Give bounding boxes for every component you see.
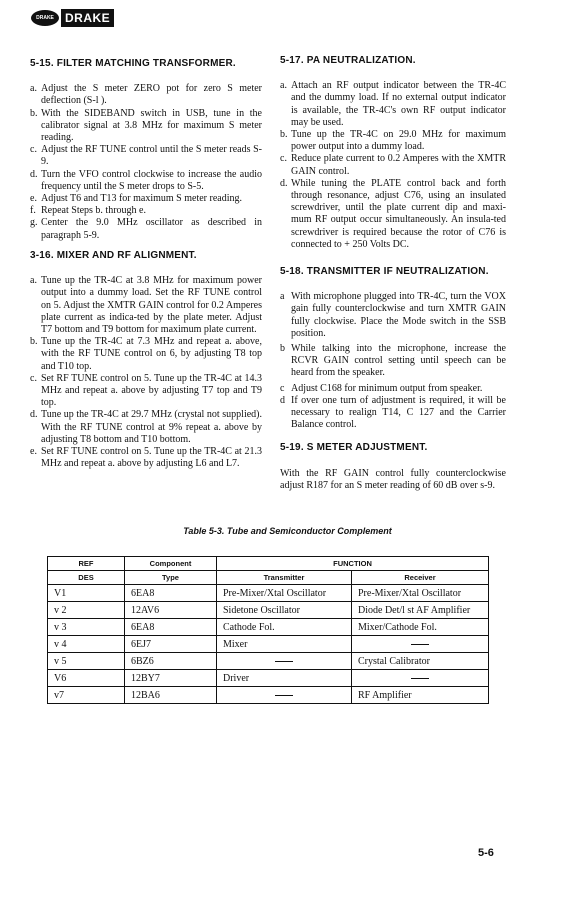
item-text: Center the 9.0 MHz oscillator as described in paragraph 5-9.	[41, 217, 262, 241]
item-label: d.	[30, 168, 38, 180]
header-des: DES	[48, 571, 125, 585]
item-label: a	[280, 291, 285, 303]
table-cell: v7	[48, 687, 125, 704]
table-caption: Table 5-3. Tube and Semiconductor Complement	[183, 526, 392, 536]
list-item	[280, 343, 506, 380]
table-cell: 6EA8	[125, 585, 217, 602]
step-list	[30, 275, 262, 470]
item-label: d	[280, 394, 285, 406]
table-cell: Pre-Mixer/Xtal Oscillator	[352, 585, 489, 602]
section-5-18	[280, 266, 506, 431]
item-text: Repeat Steps b. through e.	[41, 205, 146, 217]
table-cell: Driver	[217, 670, 352, 687]
list-item	[30, 144, 262, 168]
item-label: d.	[280, 177, 288, 189]
paragraph: With the RF GAIN control fully counterclockwise adjust R187 for an S meter reading of 60 dB over s-9.	[280, 468, 506, 492]
item-label: b.	[30, 336, 38, 348]
list-item	[280, 129, 506, 153]
section-title: 5-18. TRANSMITTER IF NEUTRALIZATION.	[280, 266, 489, 277]
table-cell: 6BZ6	[125, 653, 217, 670]
section-3-16	[30, 250, 262, 470]
list-item	[280, 178, 506, 251]
list-item	[30, 193, 262, 205]
table-cell: v 3	[48, 619, 125, 636]
item-label: g.	[30, 217, 38, 229]
item-text: Tune up the TR-4C at 3.8 MHz for maximum power output into a dummy load. Set the RF TUNE control on 5. Adjust the XMTR GAIN control for 0.2 Amperes plate current as indica-ted by the plate meter. Adjust T7 bottom and T9 bottom for maximum plate current.	[41, 275, 262, 336]
list-item	[280, 153, 506, 177]
list-item	[30, 373, 262, 410]
section-title: 3-16. MIXER AND RF ALIGNMENT.	[30, 250, 197, 261]
item-label: d.	[30, 409, 38, 421]
list-item	[280, 383, 506, 395]
item-text: Adjust T6 and T13 for maximum S meter reading.	[41, 193, 242, 205]
table-cell	[217, 687, 352, 704]
list-item	[30, 409, 262, 446]
none-dash	[411, 644, 429, 645]
item-label: e.	[30, 193, 37, 205]
item-label: e.	[30, 446, 37, 458]
item-label: c	[280, 382, 285, 394]
header-component: Component	[125, 557, 217, 571]
item-text: Attach an RF output indicator between the TR-4C and the dummy load. If no external output indicator is available, the TR-4C's own RF output indicator may be used.	[291, 80, 506, 128]
table-cell: Cathode Fol.	[217, 619, 352, 636]
item-text: Set RF TUNE control on 5. Tune up the TR-4C at 21.3 MHz and repeat a. above by adjusting L6 and L7.	[41, 446, 262, 470]
table-row	[48, 670, 489, 687]
item-text: Set RF TUNE control on 5. Tune up the TR-4C at 14.3 MHz and repeat a. above by adjusting T7 top and T9 top.	[41, 372, 262, 409]
list-item	[30, 217, 262, 241]
table-cell: v 2	[48, 602, 125, 619]
item-label: a.	[280, 80, 287, 92]
logo-wordmark: DRAKE	[61, 9, 114, 27]
header-ref: REF	[48, 557, 125, 571]
section-5-15	[30, 58, 262, 242]
item-text: Adjust the S meter ZERO pot for zero S meter deflection (S-l ).	[41, 83, 262, 107]
item-text: With the SIDEBAND switch in USB, tune in the calibrator signal at 3.8 MHz for maximum S meter reading.	[41, 107, 262, 144]
table-cell: 6EJ7	[125, 636, 217, 653]
item-text: With microphone plugged into TR-4C, turn the VOX gain fully counterclockwise and turn XMTR GAIN fully clockwise. Place the Mode switch in the SSB position.	[291, 291, 506, 339]
item-text: While talking into the microphone, increase the RCVR GAIN control setting until speech can be heard from the speaker.	[291, 343, 506, 379]
section-title: 5-19. S METER ADJUSTMENT.	[280, 442, 428, 453]
table-cell: RF Amplifier	[352, 687, 489, 704]
table-cell	[217, 653, 352, 670]
none-dash	[411, 678, 429, 679]
table-row	[48, 619, 489, 636]
header-receiver: Receiver	[352, 571, 489, 585]
item-text: Tune up the TR-4C at 29.7 MHz (crystal not supplied). With the RF TUNE control at 9% repeat a. above by adjusting T8 bottom and T10 bottom.	[41, 409, 262, 445]
table-cell: 12BA6	[125, 687, 217, 704]
item-text: If over one turn of adjustment is required, it will be necessary to realign T14, C 127 and the Carrier Balance control.	[291, 394, 506, 431]
table-cell	[352, 636, 489, 653]
header-transmitter: Transmitter	[217, 571, 352, 585]
table-row	[48, 687, 489, 704]
table-cell: Diode Det/l st AF Amplifier	[352, 602, 489, 619]
table-cell: 6EA8	[125, 619, 217, 636]
section-title: 5-15. FILTER MATCHING TRANSFORMER.	[30, 58, 236, 69]
item-label: a.	[30, 83, 37, 95]
table-cell: Mixer/Cathode Fol.	[352, 619, 489, 636]
step-list	[280, 291, 506, 431]
table-cell: 12BY7	[125, 670, 217, 687]
list-item	[30, 275, 262, 336]
table-cell: v 4	[48, 636, 125, 653]
table-cell: Pre-Mixer/Xtal Oscillator	[217, 585, 352, 602]
item-text: Adjust the RF TUNE control until the S meter reads S-9.	[41, 144, 262, 168]
section-5-19	[280, 442, 506, 493]
section-5-17	[280, 55, 506, 251]
list-item	[30, 205, 262, 217]
header-type: Type	[125, 571, 217, 585]
header-function: FUNCTION	[217, 557, 489, 571]
table-cell: Crystal Calibrator	[352, 653, 489, 670]
table-row	[48, 636, 489, 653]
step-list	[30, 83, 262, 242]
item-text: Tune up the TR-4C on 29.0 MHz for maximum power output into a dummy load.	[291, 129, 506, 153]
item-label: b.	[30, 107, 38, 119]
list-item	[280, 291, 506, 340]
item-text: Tune up the TR-4C at 7.3 MHz and repeat a. above, with the RF TUNE control on 6, by adjusting T8 top and T10 top.	[41, 336, 262, 372]
list-item	[30, 83, 262, 107]
table-row	[48, 585, 489, 602]
list-item	[30, 446, 262, 470]
drake-logo	[31, 9, 114, 27]
tube-table	[47, 556, 489, 704]
item-label: f.	[30, 205, 36, 217]
list-item	[30, 108, 262, 145]
list-item	[30, 336, 262, 373]
none-dash	[275, 695, 293, 696]
item-label: a.	[30, 275, 37, 287]
item-text: Turn the VFO control clockwise to increase the audio frequency until the S meter drops to S-5.	[41, 168, 262, 192]
list-item	[280, 395, 506, 432]
table-row	[48, 653, 489, 670]
list-item	[30, 169, 262, 193]
item-label: b.	[280, 129, 288, 141]
table-cell: Sidetone Oscillator	[217, 602, 352, 619]
item-label: b	[280, 343, 285, 355]
table-cell: V6	[48, 670, 125, 687]
list-item	[280, 80, 506, 129]
item-text: Adjust C168 for minimum output from speaker.	[291, 382, 483, 394]
none-dash	[275, 661, 293, 662]
item-label: c.	[30, 144, 37, 156]
item-label: c.	[30, 372, 37, 384]
table-cell: 12AV6	[125, 602, 217, 619]
logo-emblem: DRAKE	[31, 10, 59, 26]
step-list	[280, 80, 506, 251]
page-number: 5-6	[478, 847, 494, 859]
section-title: 5-17. PA NEUTRALIZATION.	[280, 55, 416, 66]
table-cell: Mixer	[217, 636, 352, 653]
table-cell	[352, 670, 489, 687]
item-text: While tuning the PLATE control back and forth through resonance, adjust C76, using an insulated screwdriver, until the plate current dip and maxi-mum RF output occur simultaneously. An insula-ted screwdriver is required because the rotor of C76 is connected to + 250 Volts DC.	[291, 177, 506, 250]
table-cell: v 5	[48, 653, 125, 670]
table-row	[48, 602, 489, 619]
item-text: Reduce plate current to 0.2 Amperes with the XMTR GAIN control.	[291, 153, 506, 177]
table-cell: V1	[48, 585, 125, 602]
item-label: c.	[280, 153, 287, 165]
